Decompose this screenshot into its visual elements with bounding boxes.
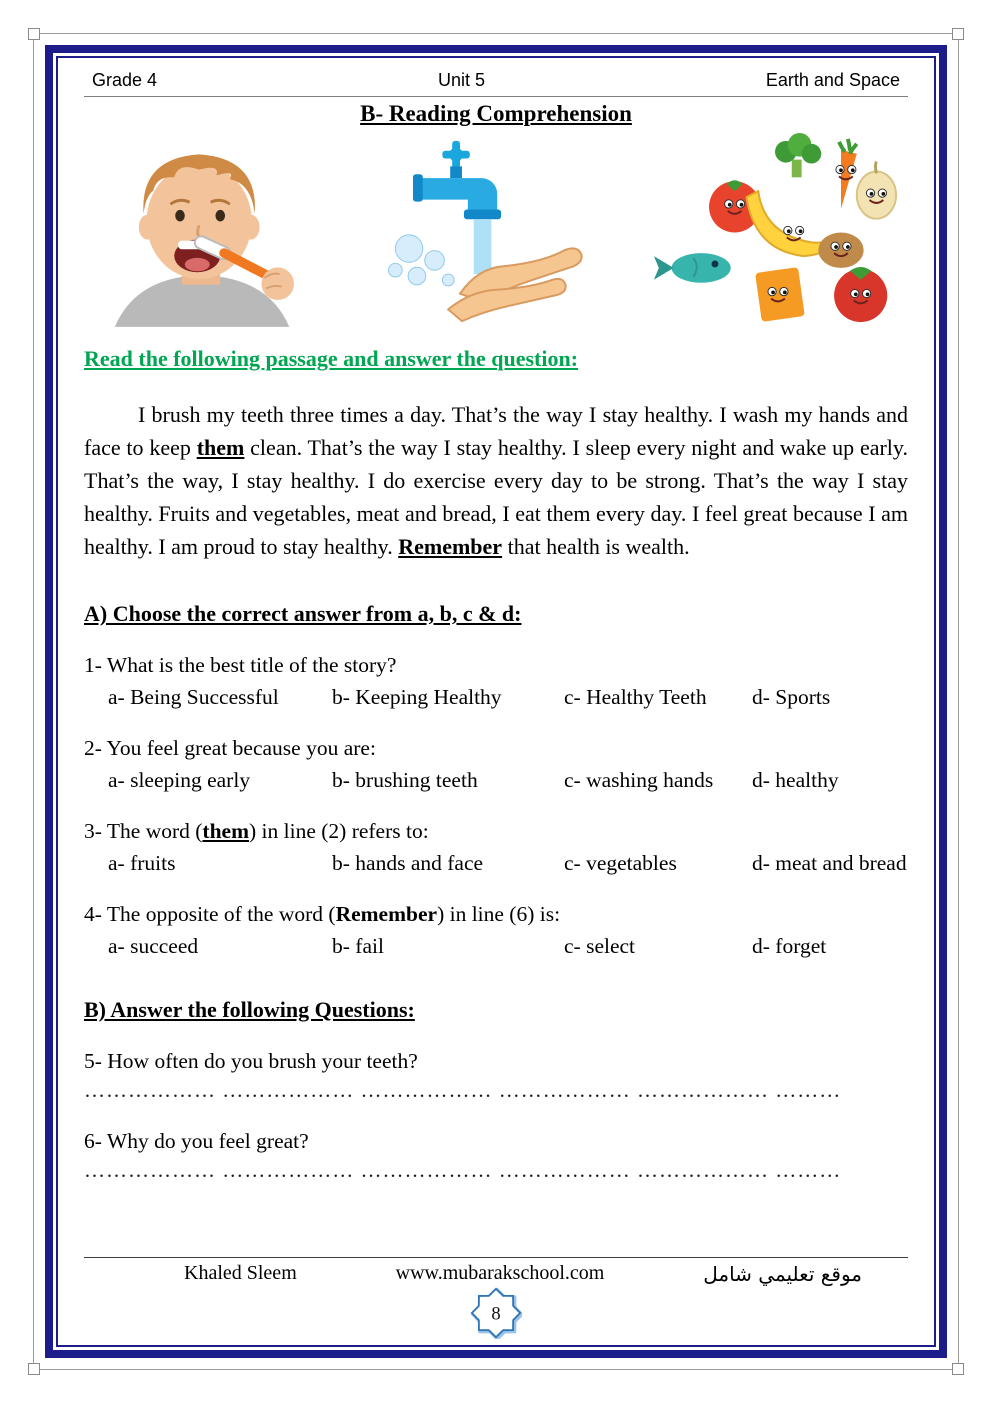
reading-passage — [84, 398, 908, 563]
question-2-text — [84, 736, 908, 761]
question-2-options — [84, 768, 908, 793]
answer-line-5: ……………… ……………… ……………… ……………… ……………… ……… — [84, 1078, 842, 1102]
washing-hands-image — [366, 133, 601, 329]
border-corner-square — [28, 1363, 40, 1375]
page-header — [84, 68, 908, 97]
question-3-options — [84, 851, 908, 876]
option-c: c- Healthy Teeth — [564, 685, 707, 709]
question-6 — [84, 1129, 908, 1183]
footer-website: www.mubarakschool.com — [395, 1262, 605, 1284]
question-5 — [84, 1049, 908, 1103]
passage-bold-them: them — [196, 435, 245, 460]
question-3 — [84, 819, 908, 876]
passage-text: clean. That’s the way I stay healthy. I sleep every night and wake up early. That’s the way, I stay healthy. I do exercise every day to be strong. That’s the way I stay healthy. Fruits and vegetables, meat and bread, I eat them every day. I feel great because I am healthy. I am proud to stay healthy. — [84, 435, 908, 559]
instruction-heading: Read the following passage and answer the question: — [84, 346, 579, 371]
question-text: 3- The word ( — [84, 819, 203, 843]
footer-text-row — [84, 1257, 908, 1286]
header-grade: Grade 4 — [92, 70, 158, 90]
section-b-heading: B) Answer the following Questions: — [84, 997, 415, 1022]
footer-author: Khaled Sleem — [184, 1262, 297, 1284]
page-number: 8 — [491, 1303, 501, 1325]
question-text: 4- The opposite of the word ( — [84, 902, 336, 926]
question-3-text — [84, 819, 908, 844]
boy-brushing-teeth-image — [88, 133, 318, 334]
section-a-heading: A) Choose the correct answer from a, b, c & d: — [84, 601, 522, 626]
border-corner-square — [28, 28, 40, 40]
fruits-vegetables-image — [648, 130, 904, 332]
option-a: a- succeed — [108, 934, 199, 958]
option-d: d- forget — [752, 934, 827, 958]
answer-line-6: ……………… ……………… ……………… ……………… ……………… ……… — [84, 1158, 842, 1182]
page-title: B- Reading Comprehension — [360, 101, 632, 126]
passage-text: that health is wealth. — [502, 534, 690, 559]
option-b: b- brushing teeth — [332, 768, 478, 792]
border-corner-square — [952, 28, 964, 40]
option-c: c- select — [564, 934, 636, 958]
header-unit: Unit 5 — [437, 70, 485, 90]
question-4 — [84, 902, 908, 959]
footer-arabic-text: موقع تعليمي شامل — [703, 1262, 862, 1286]
question-1 — [84, 653, 908, 710]
option-d: d- healthy — [752, 768, 839, 792]
header-topic: Earth and Space — [765, 70, 900, 90]
option-d: d- Sports — [752, 685, 831, 709]
passage-text: I brush my teeth three times a day. That’s the way I stay healthy. I wash my hands and face to keep — [84, 402, 908, 460]
question-1-text — [84, 653, 908, 678]
option-c: c- washing hands — [564, 768, 714, 792]
fruits-vegetables-image — [648, 130, 904, 337]
question-3-bold-word: them — [202, 819, 249, 843]
option-b: b- Keeping Healthy — [332, 685, 502, 709]
washing-hands-image — [366, 133, 601, 334]
option-a: a- Being Successful — [108, 685, 279, 709]
question-1-options — [84, 685, 908, 710]
question-text: ) in line (6) is: — [437, 902, 561, 926]
option-d: d- meat and bread — [752, 851, 907, 875]
question-text: 1- What is the best title of the story? — [84, 653, 397, 677]
passage-bold-remember: Remember — [398, 534, 503, 559]
option-a: a- fruits — [108, 851, 176, 875]
page-border — [45, 45, 947, 1358]
question-text: ) in line (2) refers to: — [249, 819, 429, 843]
question-5-text: 5- How often do you brush your teeth? — [84, 1049, 418, 1073]
page-content — [56, 56, 936, 1347]
illustrations-row — [84, 132, 908, 334]
border-corner-square — [952, 1363, 964, 1375]
boy-brushing-teeth-image — [88, 133, 318, 329]
page-number-seal-icon — [470, 1287, 522, 1339]
page-number-badge — [84, 1287, 908, 1339]
question-2 — [84, 736, 908, 793]
page-footer — [84, 1257, 908, 1339]
question-6-text: 6- Why do you feel great? — [84, 1129, 309, 1153]
question-text: 2- You feel great because you are: — [84, 736, 376, 760]
question-4-options — [84, 934, 908, 959]
question-4-text — [84, 902, 908, 927]
option-a: a- sleeping early — [108, 768, 251, 792]
option-b: b- hands and face — [332, 851, 484, 875]
option-c: c- vegetables — [564, 851, 677, 875]
option-b: b- fail — [332, 934, 384, 958]
question-4-bold-word: Remember — [335, 902, 438, 926]
